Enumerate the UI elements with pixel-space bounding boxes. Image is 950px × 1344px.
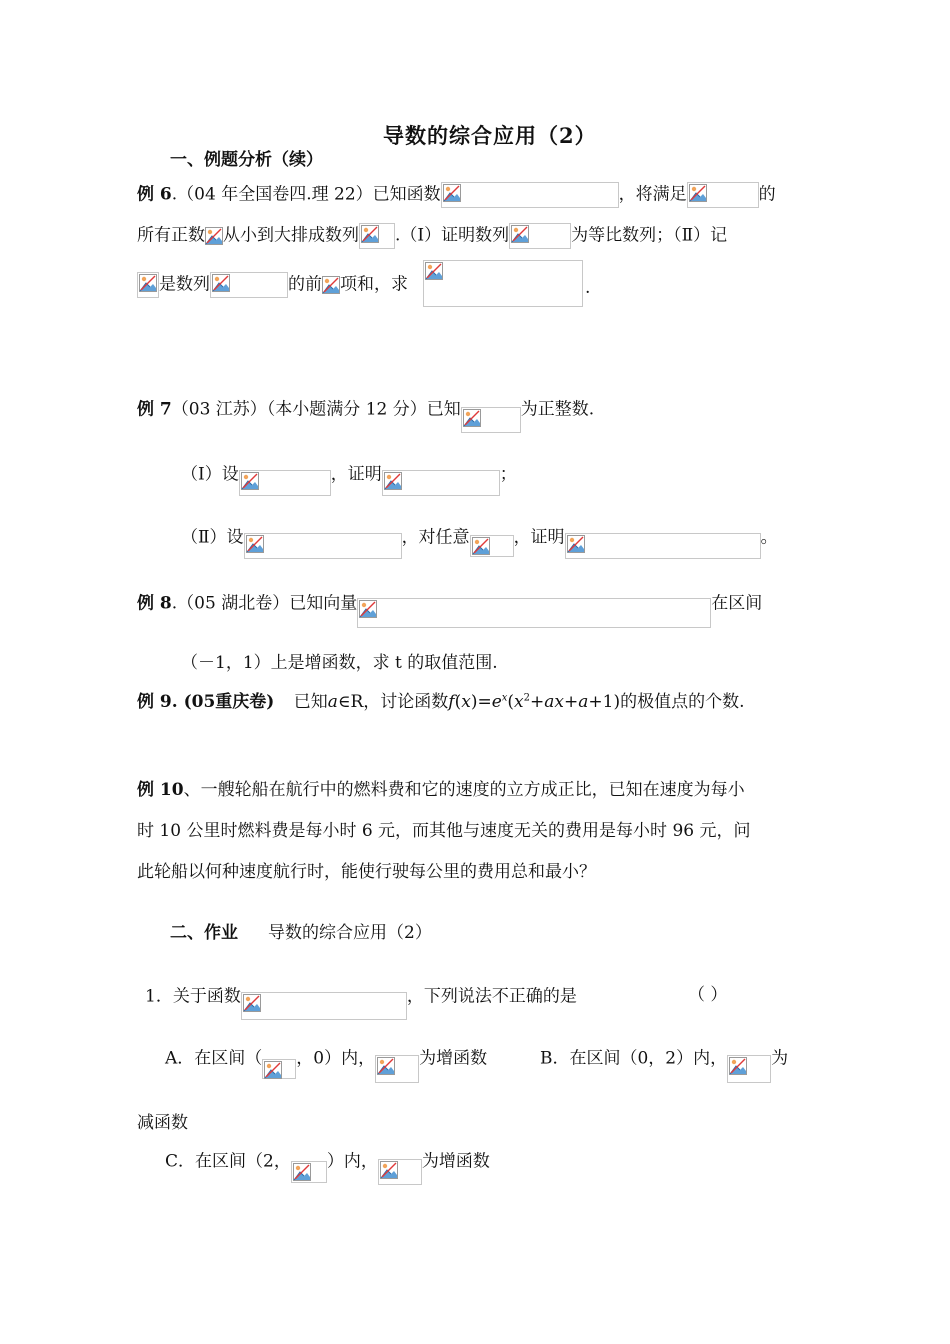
image-placeholder-icon bbox=[139, 274, 157, 292]
ex10-line-3: 此轮船以何种速度航行时，能使行驶每公里的费用总和最小？ bbox=[137, 862, 596, 882]
formula-image bbox=[357, 598, 711, 628]
formula-image bbox=[375, 1055, 419, 1083]
image-placeholder-icon bbox=[377, 1057, 395, 1075]
ex8-label: 例 8 bbox=[137, 593, 172, 614]
text: 为增函数 bbox=[419, 1048, 488, 1069]
text: ； bbox=[499, 464, 517, 485]
exponent: 2 bbox=[523, 692, 531, 704]
formula-image bbox=[241, 992, 407, 1020]
section-heading-homework bbox=[170, 921, 432, 945]
ex7-line-1 bbox=[137, 397, 594, 423]
formula-image bbox=[322, 276, 340, 294]
ex6-line-2 bbox=[137, 223, 727, 249]
text: 、一艘轮船在航行中的燃料费和它的速度的立方成正比，已知在速度为每小 bbox=[183, 780, 745, 800]
math-var: x bbox=[514, 692, 524, 712]
text: + bbox=[564, 692, 579, 712]
text: ，将满足 bbox=[618, 184, 687, 205]
formula-image bbox=[565, 533, 761, 559]
text: ，0）内， bbox=[296, 1048, 376, 1069]
image-placeholder-icon bbox=[293, 1163, 311, 1181]
text: 所有正数 bbox=[137, 225, 205, 246]
math-var: a bbox=[327, 692, 338, 712]
image-placeholder-icon bbox=[243, 994, 261, 1012]
text: ，证明 bbox=[513, 527, 565, 548]
q1-stem bbox=[145, 983, 577, 1011]
text: （03 江苏）（本小题满分 12 分）已知 bbox=[171, 399, 461, 420]
formula-image bbox=[461, 407, 521, 433]
formula-image bbox=[382, 470, 500, 496]
formula-image bbox=[509, 223, 571, 249]
text: + bbox=[530, 692, 545, 712]
math-var: x bbox=[461, 692, 471, 712]
text: 1．关于函数 bbox=[145, 986, 241, 1007]
ex7-part-2 bbox=[181, 525, 778, 551]
ex6-label: 例 6 bbox=[137, 184, 172, 205]
ex6-end: . bbox=[585, 278, 591, 298]
image-placeholder-icon bbox=[689, 184, 707, 202]
image-placeholder-icon bbox=[729, 1057, 747, 1075]
ex10-line-2: 时 10 公里时燃料费是每小时 6 元，而其他与速度无关的费用是每小时 96 元，问 bbox=[137, 821, 751, 841]
text: +1)的极值点的个数. bbox=[588, 692, 745, 712]
text: （Ⅱ）设 bbox=[181, 527, 244, 548]
text: 。 bbox=[760, 527, 778, 548]
text: .（Ⅰ）证明数列 bbox=[395, 225, 510, 246]
ex8-line-1 bbox=[137, 589, 762, 619]
ex9-line bbox=[137, 690, 745, 714]
image-placeholder-icon bbox=[463, 409, 481, 427]
option-b-cont: 减函数 bbox=[137, 1113, 188, 1133]
formula-image bbox=[244, 533, 402, 559]
image-placeholder-icon bbox=[384, 472, 402, 490]
image-placeholder-icon bbox=[443, 184, 461, 202]
ex9-label bbox=[137, 692, 274, 712]
text: 为 bbox=[771, 1048, 789, 1069]
text: ，对任意 bbox=[401, 527, 470, 548]
ex6-line-1 bbox=[137, 182, 776, 208]
page-title: 导数的综合应用（2） bbox=[383, 123, 597, 148]
formula-image-large bbox=[423, 260, 583, 307]
option-c bbox=[165, 1149, 490, 1175]
text: 已知 bbox=[293, 692, 328, 712]
text: 在区间 bbox=[711, 593, 763, 614]
text: 的 bbox=[758, 184, 776, 205]
ex8-line-2: （－1，1）上是增函数，求 t 的取值范围. bbox=[181, 653, 498, 673]
math-var: e bbox=[491, 692, 502, 712]
formula-image bbox=[239, 470, 331, 496]
text: 是数列 bbox=[159, 274, 210, 295]
text: ，证明 bbox=[330, 464, 382, 485]
text: ) bbox=[266, 692, 275, 712]
math-var: f bbox=[448, 692, 455, 712]
image-placeholder-icon bbox=[511, 225, 529, 243]
answer-paren: （ ） bbox=[688, 985, 728, 1005]
option-a bbox=[165, 1045, 487, 1073]
text: B．在区间（0，2）内， bbox=[540, 1048, 728, 1069]
formula-image bbox=[359, 223, 395, 249]
formula-image bbox=[205, 227, 223, 245]
image-placeholder-icon bbox=[322, 276, 340, 294]
math-var: ax bbox=[544, 692, 564, 712]
image-placeholder-icon bbox=[567, 535, 585, 553]
formula-image bbox=[291, 1161, 327, 1183]
math-var: x bbox=[501, 692, 508, 704]
image-placeholder-icon bbox=[472, 537, 490, 555]
image-placeholder-icon bbox=[264, 1061, 282, 1079]
formula-image bbox=[210, 272, 288, 298]
text: 项和，求 bbox=[340, 274, 408, 295]
text: 为正整数. bbox=[520, 399, 595, 420]
formula-image bbox=[687, 182, 759, 208]
formula-image bbox=[470, 535, 514, 557]
text: C．在区间（2， bbox=[165, 1151, 291, 1172]
option-b bbox=[540, 1045, 788, 1073]
formula-image bbox=[262, 1059, 296, 1079]
formula-image bbox=[137, 272, 159, 298]
formula-image bbox=[727, 1055, 771, 1083]
text: ( bbox=[454, 692, 462, 712]
text: )= bbox=[470, 692, 492, 712]
text: 从小到大排成数列 bbox=[223, 225, 359, 246]
formula-image bbox=[378, 1159, 422, 1185]
image-placeholder-icon bbox=[205, 227, 223, 245]
text: A．在区间（ bbox=[165, 1048, 263, 1069]
text: 的前 bbox=[288, 274, 322, 295]
image-placeholder-icon bbox=[241, 472, 259, 490]
ex7-part-1 bbox=[181, 462, 517, 488]
text: ( bbox=[507, 692, 515, 712]
ex10-label: 例 10 bbox=[137, 780, 184, 800]
text: 为等比数列；（Ⅱ）记 bbox=[571, 225, 728, 246]
text: 为增函数 bbox=[421, 1151, 490, 1172]
image-placeholder-icon bbox=[359, 600, 377, 618]
text: ∈R，讨论函数 bbox=[337, 692, 449, 712]
section-heading-examples: 一、例题分析（续） bbox=[170, 150, 323, 170]
ex10-line-1 bbox=[137, 778, 745, 802]
text: 二、作业 bbox=[170, 923, 238, 943]
text: ，下列说法不正确的是 bbox=[406, 986, 577, 1007]
ex7-label: 例 7 bbox=[137, 399, 172, 420]
text: 重庆卷 bbox=[215, 692, 267, 712]
formula-image bbox=[441, 182, 619, 208]
math-var: a bbox=[578, 692, 589, 712]
image-placeholder-icon bbox=[380, 1161, 398, 1179]
text: 例 9. (05 bbox=[137, 692, 216, 712]
text: （Ⅰ）设 bbox=[181, 464, 239, 485]
image-placeholder-icon bbox=[425, 262, 443, 280]
text: .（05 湖北卷）已知向量 bbox=[171, 593, 358, 614]
ex6-line-3 bbox=[137, 272, 408, 298]
image-placeholder-icon bbox=[212, 274, 230, 292]
image-placeholder-icon bbox=[246, 535, 264, 553]
text: ）内， bbox=[326, 1151, 378, 1172]
text: .（04 年全国卷四.理 22）已知函数 bbox=[171, 184, 441, 205]
image-placeholder-icon bbox=[361, 225, 379, 243]
text: 导数的综合应用（2） bbox=[268, 923, 432, 943]
